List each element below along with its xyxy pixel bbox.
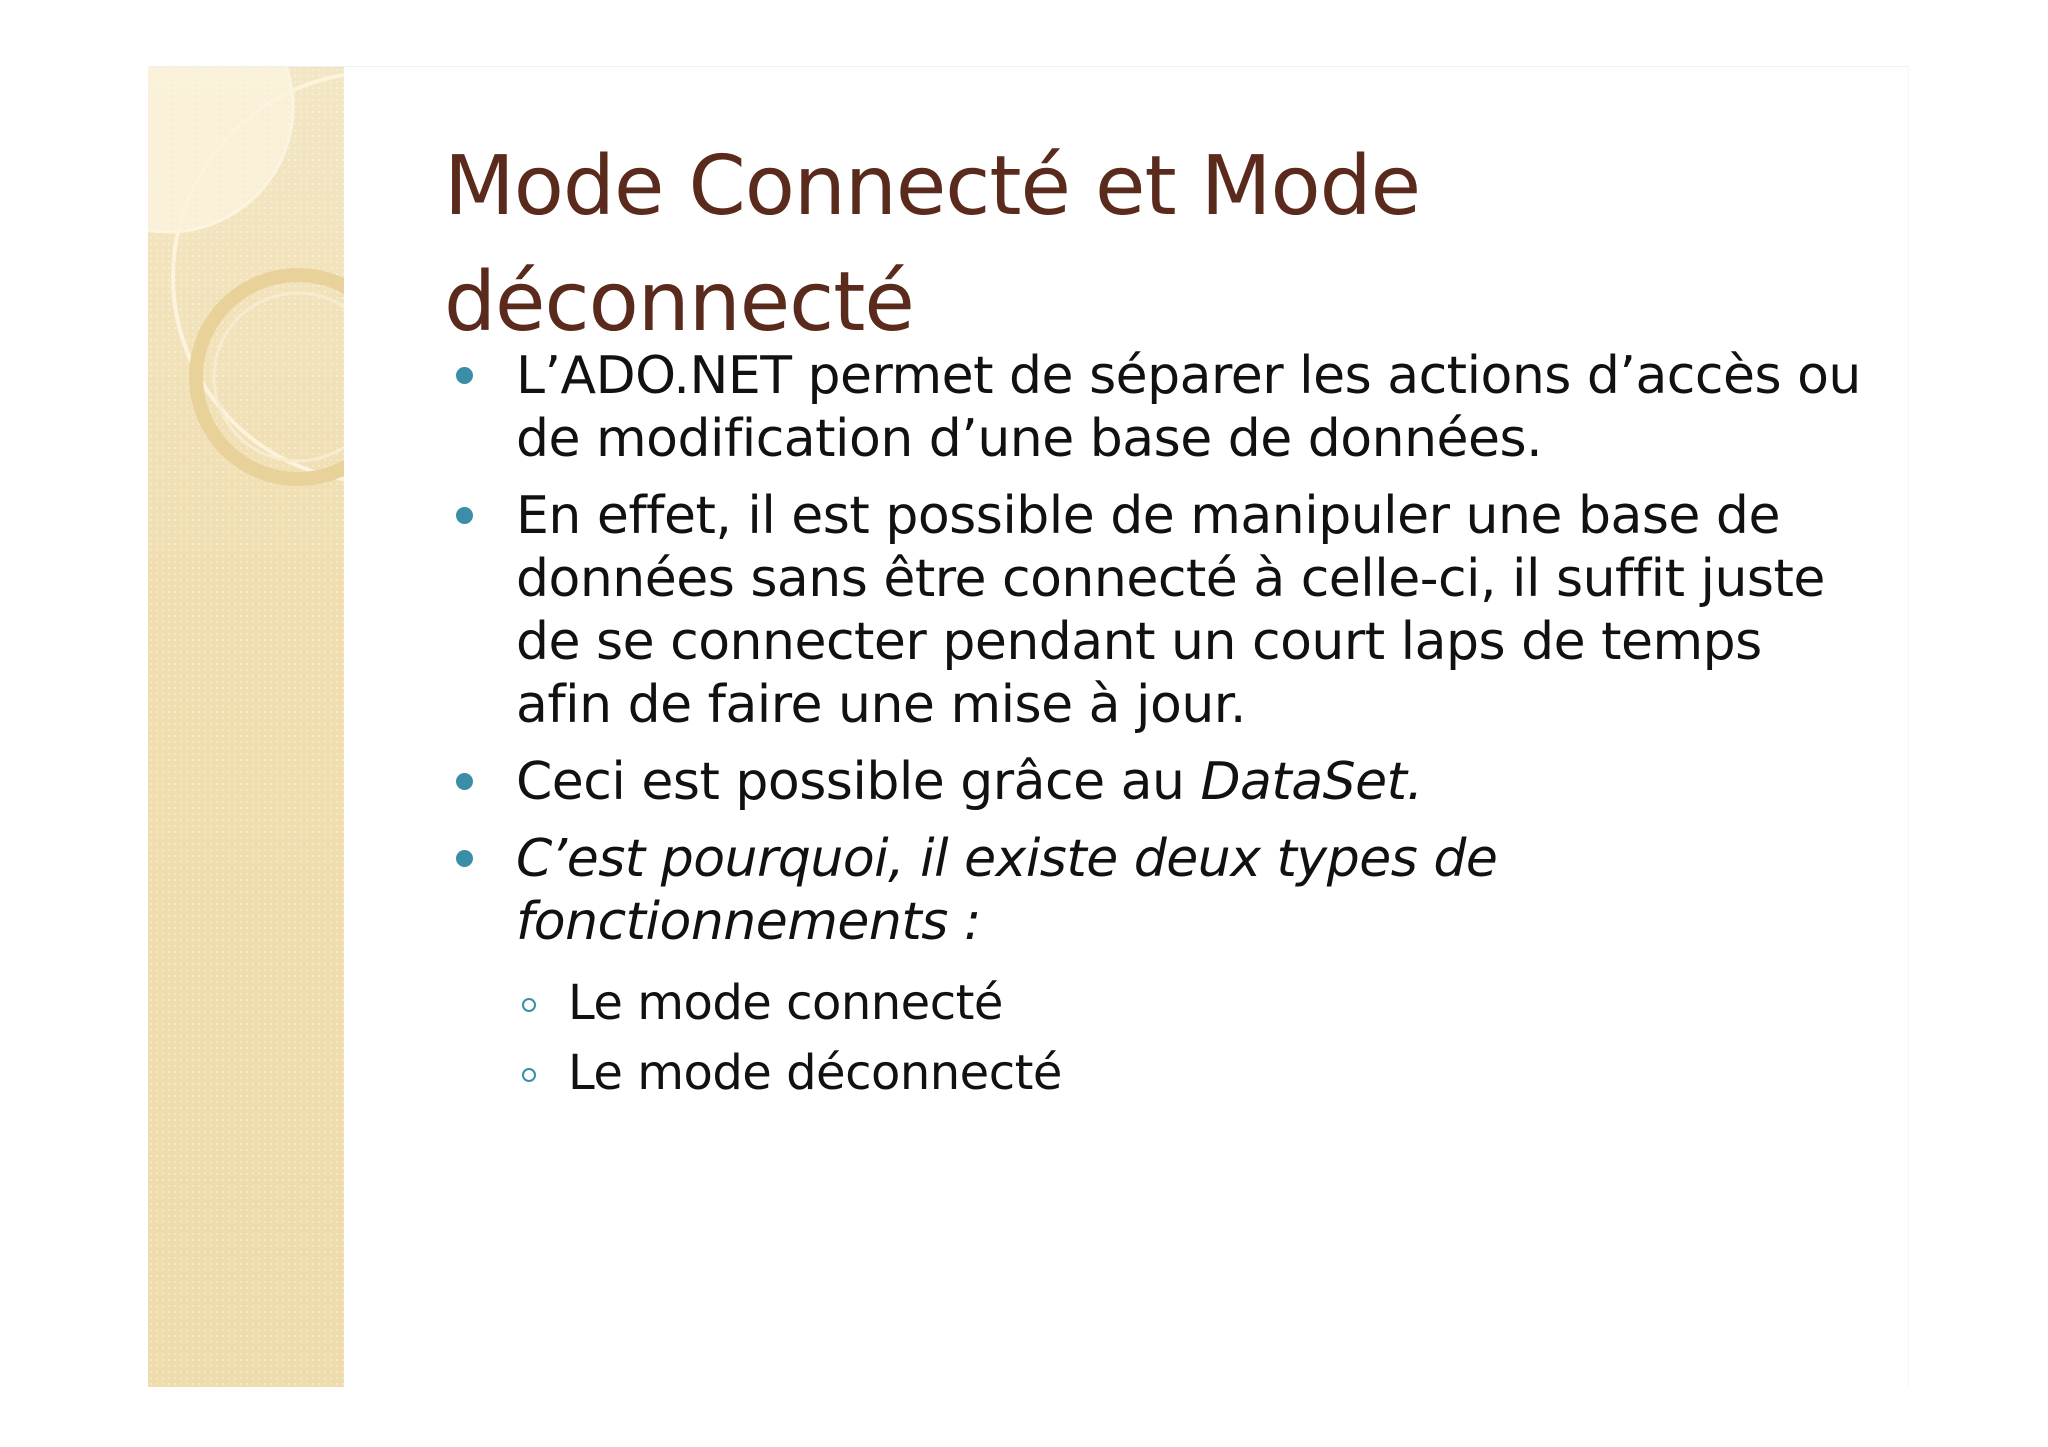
slide	[148, 66, 1909, 1387]
sub-bullet-text: Le mode déconnecté	[568, 1045, 1062, 1101]
sub-bullet-item	[444, 968, 1864, 1038]
sub-bullet-item	[444, 1038, 1864, 1108]
bullet-icon	[456, 850, 473, 867]
sub-bullet-icon	[522, 998, 536, 1012]
bullet-icon	[456, 773, 473, 790]
bullet-icon	[456, 507, 473, 524]
bullet-item	[444, 751, 1864, 814]
bullet-icon	[456, 367, 473, 384]
bullet-text: Ceci est possible grâce au	[516, 752, 1201, 812]
bullet-item	[444, 828, 1864, 954]
slide-title: Mode Connecté et Mode déconnecté	[444, 139, 1421, 350]
sub-bullet-text: Le mode connecté	[568, 975, 1003, 1031]
bullet-text-italic: C’est pourquoi, il existe deux types de fonctionnements :	[516, 829, 1498, 952]
bullet-text-italic: DataSet.	[1200, 752, 1423, 812]
decorative-circles-icon	[148, 67, 344, 1387]
slide-content	[444, 345, 1864, 1108]
sub-bullet-icon	[522, 1068, 536, 1082]
decorative-side-band	[148, 67, 344, 1387]
bullet-text: En effet, il est possible de manipuler une base de données sans être connecté à celle-ci, il suffit juste de se connecter pendant un court laps de temps afin de faire une mise à jour.	[516, 486, 1825, 735]
bullet-item	[444, 345, 1864, 471]
bullet-text: L’ADO.NET permet de séparer les actions d’accès ou de modification d’une base de données.	[516, 346, 1861, 469]
bullet-item	[444, 485, 1864, 737]
